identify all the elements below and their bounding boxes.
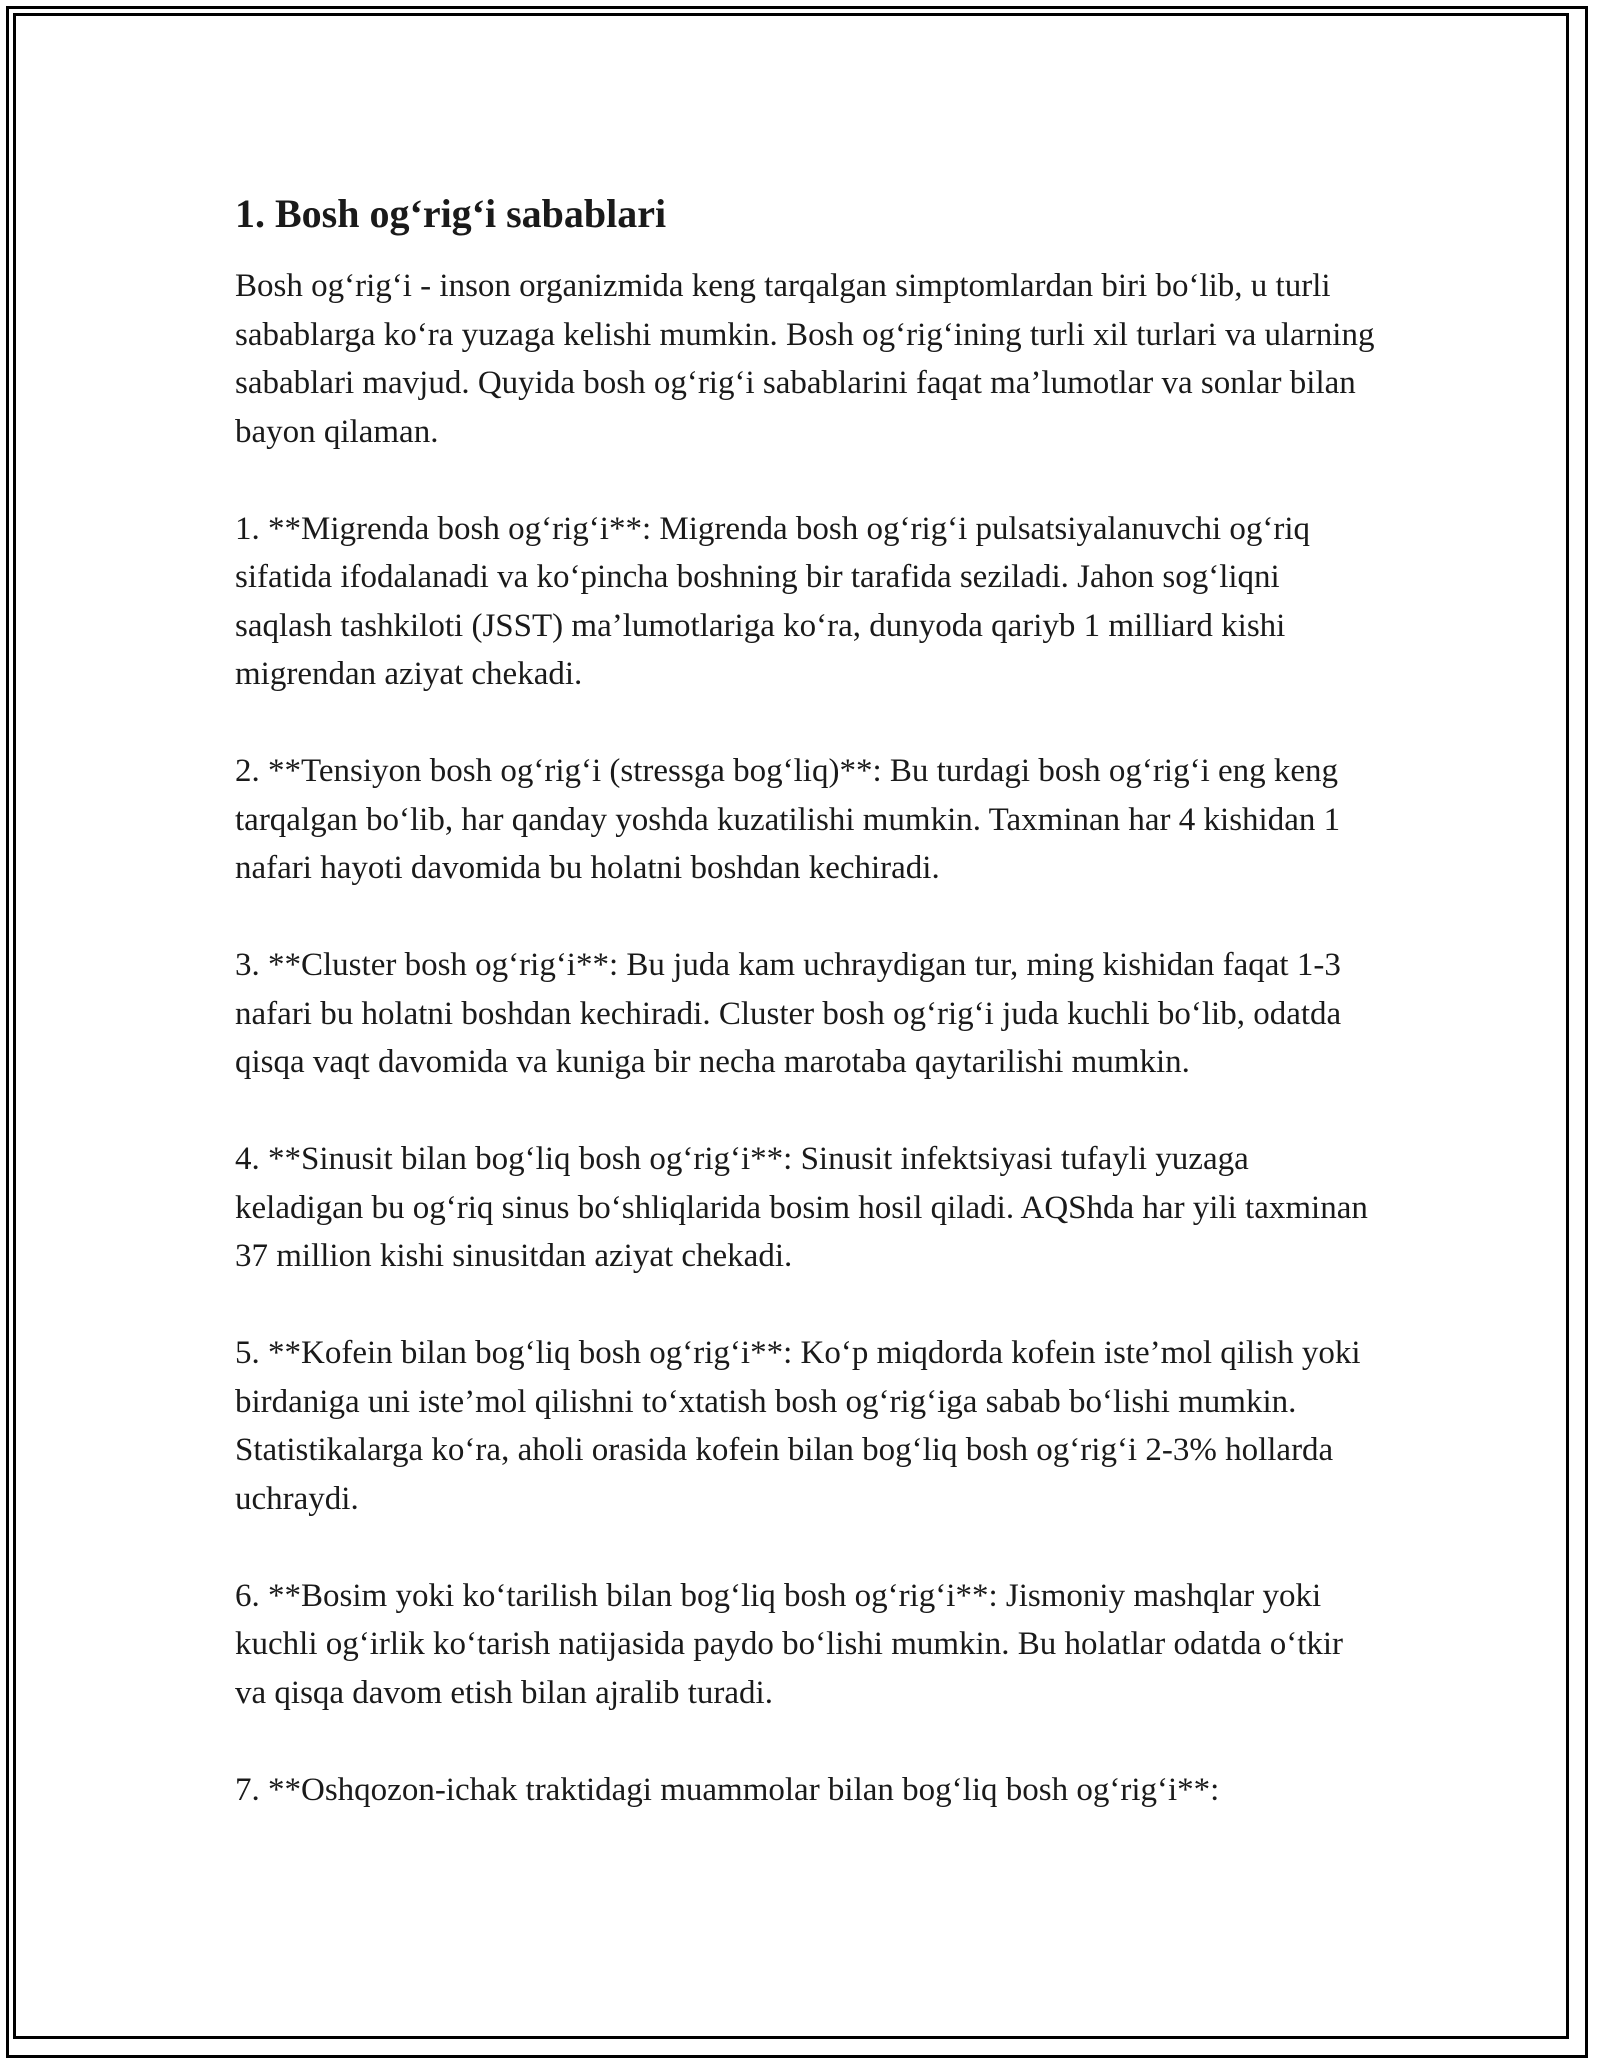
- list-item-caffeine: 5. **Kofein bilan bog‘liq bosh og‘rig‘i**: Ko‘p miqdorda kofein iste’mol qilish yoki birdaniga uni iste’mol qilishni to‘xtatish bosh og‘rig‘iga sabab bo‘lishi mumkin. Statistikalarga ko‘ra, aholi orasida kofein bilan bog‘liq bosh og‘rig‘i 2-3% hollarda uchraydi.: [235, 1335, 1361, 1517]
- list-item-migraine: 1. **Migrenda bosh og‘rig‘i**: Migrenda bosh og‘rig‘i pulsatsiyalanuvchi og‘riq sifatida ifodalanadi va ko‘pincha boshning bir tarafida seziladi. Jahon sog‘liqni saqlash tashkiloti (JSST) ma’lumotlariga ko‘ra, dunyoda qariyb 1 milliard kishi migrendan aziyat chekadi.: [235, 510, 1311, 692]
- list-item-exertion: 6. **Bosim yoki ko‘tarilish bilan bog‘liq bosh og‘rig‘i**: Jismoniy mashqlar yoki kuchli og‘irlik ko‘tarish natijasida paydo bo‘lishi mumkin. Bu holatlar odatda o‘tkir va qisqa davom etish bilan ajralib turadi.: [235, 1577, 1344, 1711]
- list-item-tension: 2. **Tensiyon bosh og‘rig‘i (stressga bog‘liq)**: Bu turdagi bosh og‘rig‘i eng keng tarqalgan bo‘lib, har qanday yoshda kuzatilishi mumkin. Taxminan har 4 kishidan 1 nafari hayoti davomida bu holatni boshdan kechiradi.: [235, 753, 1341, 886]
- document-body: [235, 186, 1375, 1814]
- list-item-cluster: 3. **Cluster bosh og‘rig‘i**: Bu juda kam uchraydigan tur, ming kishidan faqat 1-3 nafari bu holatni boshdan kechiradi. Cluster bosh og‘rig‘i juda kuchli bo‘lib, odatda qisqa vaqt davomida va kuniga bir necha marotaba qaytarilishi mumkin.: [235, 947, 1342, 1080]
- list-item-gastrointestinal: 7. **Oshqozon-ichak traktidagi muammolar bilan bog‘liq bosh og‘rig‘i**:: [235, 1771, 1220, 1808]
- list-item-sinusitis: 4. **Sinusit bilan bog‘liq bosh og‘rig‘i**: Sinusit infektsiyasi tufayli yuzaga keladigan bu og‘riq sinus bo‘shliqlarida bosim hosil qiladi. AQShda har yili taxminan 37 million kishi sinusitdan aziyat chekadi.: [235, 1141, 1368, 1274]
- document-title: 1. Bosh og‘rig‘i sabablari: [235, 191, 667, 236]
- intro-paragraph: Bosh og‘rig‘i - inson organizmida keng tarqalgan simptomlardan biri bo‘lib, u turli sabablarga ko‘ra yuzaga kelishi mumkin. Bosh og‘rig‘ining turli xil turlari va ularning sabablari mavjud. Quyida bosh og‘rig‘i sabablarini faqat ma’lumotlar va sonlar bilan bayon qilaman.: [235, 268, 1375, 450]
